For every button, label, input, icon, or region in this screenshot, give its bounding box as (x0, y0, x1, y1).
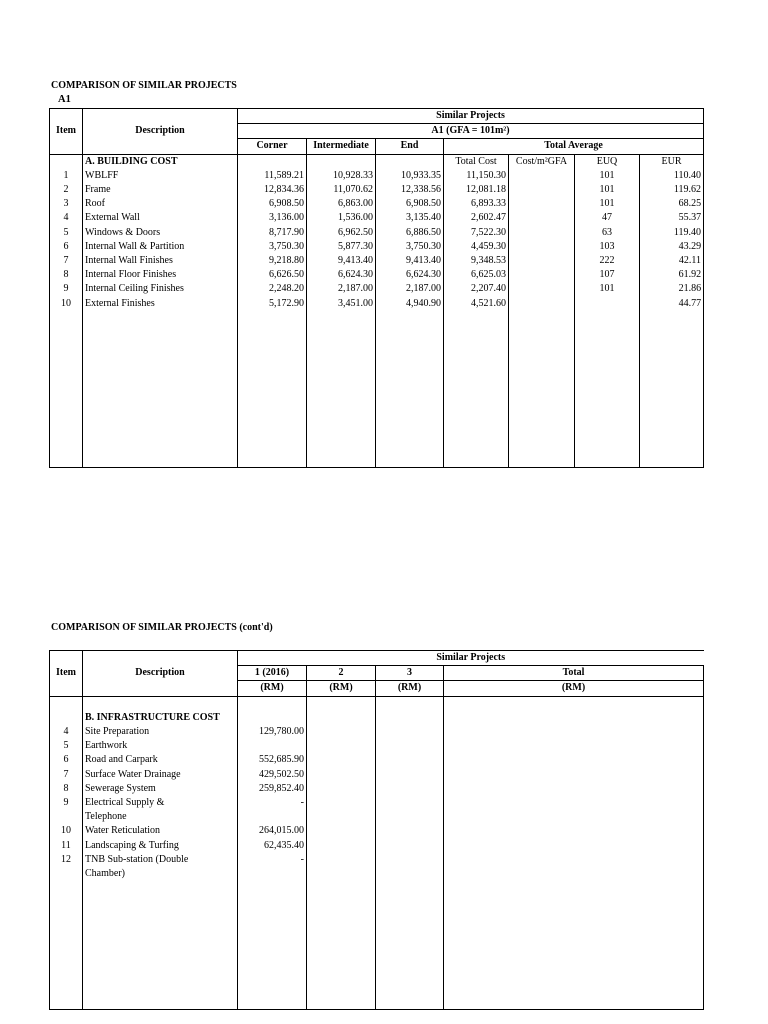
header-description-b: Description (83, 666, 238, 681)
table-row (50, 211, 704, 225)
row-description: External Wall (83, 211, 238, 225)
row-eur: 119.40 (640, 226, 704, 240)
row-project-2 (307, 838, 376, 852)
row-end: 3,750.30 (376, 240, 444, 254)
row-project-3 (376, 782, 444, 796)
row-project-1: 259,852.40 (238, 782, 307, 796)
row-cost-per-gfa (509, 183, 575, 197)
table-row (50, 296, 704, 310)
unit-col3: (RM) (376, 681, 444, 696)
table-row (50, 867, 704, 881)
row-cost-per-gfa (509, 197, 575, 211)
row-total (444, 853, 704, 867)
row-description: Water Reticulation (83, 824, 238, 838)
table-row (50, 197, 704, 211)
row-description: TNB Sub-station (Double (83, 853, 238, 867)
row-end: 9,413.40 (376, 254, 444, 268)
table-row (50, 824, 704, 838)
row-end: 6,908.50 (376, 197, 444, 211)
row-end: 12,338.56 (376, 183, 444, 197)
row-description: Frame (83, 183, 238, 197)
row-corner: 2,248.20 (238, 282, 307, 296)
row-intermediate: 3,451.00 (307, 296, 376, 310)
section-item-cell (50, 154, 83, 169)
row-intermediate: 6,624.30 (307, 268, 376, 282)
table-row (50, 739, 704, 753)
row-corner: 6,908.50 (238, 197, 307, 211)
row-corner: 6,626.50 (238, 268, 307, 282)
row-total-cost: 12,081.18 (444, 183, 509, 197)
row-total (444, 796, 704, 810)
unit-col2: (RM) (307, 681, 376, 696)
row-description: Electrical Supply & (83, 796, 238, 810)
row-total-cost: 9,348.53 (444, 254, 509, 268)
row-intermediate: 2,187.00 (307, 282, 376, 296)
row-total (444, 824, 704, 838)
row-item: 1 (50, 169, 83, 183)
table-row (50, 725, 704, 739)
table-row (50, 240, 704, 254)
row-project-3 (376, 796, 444, 810)
row-project-3 (376, 824, 444, 838)
row-description: Internal Wall & Partition (83, 240, 238, 254)
row-corner: 8,717.90 (238, 226, 307, 240)
header-total-cost: Total Cost (444, 154, 509, 169)
row-item: 6 (50, 753, 83, 767)
row-total-cost: 6,893.33 (444, 197, 509, 211)
unit-total: (RM) (444, 681, 704, 696)
table-row (50, 753, 704, 767)
row-description: Telephone (83, 810, 238, 824)
row-description: External Finishes (83, 296, 238, 310)
row-project-3 (376, 838, 444, 852)
row-euq: 103 (575, 240, 640, 254)
row-project-1 (238, 867, 307, 881)
table-row (50, 782, 704, 796)
row-total-cost: 4,521.60 (444, 296, 509, 310)
row-euq: 101 (575, 282, 640, 296)
row-end: 6,886.50 (376, 226, 444, 240)
row-project-3 (376, 725, 444, 739)
row-total (444, 725, 704, 739)
table-row (50, 226, 704, 240)
row-euq: 222 (575, 254, 640, 268)
row-project-2 (307, 753, 376, 767)
row-item (50, 867, 83, 881)
row-project-2 (307, 796, 376, 810)
row-euq: 101 (575, 197, 640, 211)
row-project-1 (238, 739, 307, 753)
row-cost-per-gfa (509, 211, 575, 225)
row-total (444, 768, 704, 782)
header-intermediate: Intermediate (307, 139, 376, 154)
row-project-3 (376, 867, 444, 881)
row-item: 5 (50, 739, 83, 753)
row-project-1: 552,685.90 (238, 753, 307, 767)
table-row (50, 853, 704, 867)
row-cost-per-gfa (509, 169, 575, 183)
row-item: 9 (50, 282, 83, 296)
table-row (50, 796, 704, 810)
row-cost-per-gfa (509, 268, 575, 282)
row-description: Internal Ceiling Finishes (83, 282, 238, 296)
row-description: WBLFF (83, 169, 238, 183)
page-title: COMPARISON OF SIMILAR PROJECTS (51, 80, 237, 91)
row-item: 9 (50, 796, 83, 810)
table-row (50, 183, 704, 197)
row-total-cost: 4,459.30 (444, 240, 509, 254)
row-total (444, 838, 704, 852)
row-corner: 5,172.90 (238, 296, 307, 310)
header-item: Item (50, 109, 83, 155)
row-item: 3 (50, 197, 83, 211)
header-cost-per-gfa: Cost/m²GFA (509, 154, 575, 169)
row-project-1: - (238, 796, 307, 810)
table-row (50, 268, 704, 282)
row-description: Landscaping & Turfing (83, 838, 238, 852)
row-item: 12 (50, 853, 83, 867)
infrastructure-cost-table (49, 650, 704, 1010)
row-item: 8 (50, 782, 83, 796)
row-total (444, 782, 704, 796)
row-project-2 (307, 725, 376, 739)
row-description: Site Preparation (83, 725, 238, 739)
row-project-3 (376, 739, 444, 753)
row-corner: 12,834.36 (238, 183, 307, 197)
row-euq: 101 (575, 169, 640, 183)
row-intermediate: 1,536.00 (307, 211, 376, 225)
row-euq: 101 (575, 183, 640, 197)
row-description: Internal Floor Finishes (83, 268, 238, 282)
row-euq: 47 (575, 211, 640, 225)
row-corner: 3,136.00 (238, 211, 307, 225)
row-item: 8 (50, 268, 83, 282)
row-project-3 (376, 853, 444, 867)
row-total (444, 810, 704, 824)
header-corner: Corner (238, 139, 307, 154)
row-item: 2 (50, 183, 83, 197)
table-row (50, 282, 704, 296)
row-end: 6,624.30 (376, 268, 444, 282)
row-item: 10 (50, 824, 83, 838)
table-row (50, 254, 704, 268)
row-project-1: - (238, 853, 307, 867)
row-item: 4 (50, 725, 83, 739)
row-project-2 (307, 853, 376, 867)
row-project-1: 429,502.50 (238, 768, 307, 782)
row-project-2 (307, 824, 376, 838)
row-item: 4 (50, 211, 83, 225)
row-total (444, 753, 704, 767)
table-row (50, 169, 704, 183)
row-project-2 (307, 810, 376, 824)
row-project-1: 62,435.40 (238, 838, 307, 852)
header-project-label: A1 (GFA = 101m²) (238, 124, 704, 139)
row-eur: 44.77 (640, 296, 704, 310)
row-description: Sewerage System (83, 782, 238, 796)
row-euq: 107 (575, 268, 640, 282)
row-project-3 (376, 753, 444, 767)
header-end: End (376, 139, 444, 154)
row-project-2 (307, 867, 376, 881)
header-description: Description (83, 109, 238, 155)
row-project-1 (238, 810, 307, 824)
header-total-b: Total (444, 666, 704, 681)
row-eur: 61.92 (640, 268, 704, 282)
header-col2: 2 (307, 666, 376, 681)
row-total-cost: 11,150.30 (444, 169, 509, 183)
row-description: Windows & Doors (83, 226, 238, 240)
row-item: 7 (50, 768, 83, 782)
row-intermediate: 5,877.30 (307, 240, 376, 254)
row-description: Road and Carpark (83, 753, 238, 767)
row-end: 3,135.40 (376, 211, 444, 225)
row-eur: 42.11 (640, 254, 704, 268)
row-project-1: 129,780.00 (238, 725, 307, 739)
row-eur: 110.40 (640, 169, 704, 183)
header-eur: EUR (640, 154, 704, 169)
row-item: 11 (50, 838, 83, 852)
row-eur: 119.62 (640, 183, 704, 197)
row-total (444, 867, 704, 881)
section-label-b: B. INFRASTRUCTURE COST (83, 711, 238, 725)
row-project-3 (376, 768, 444, 782)
header-col3: 3 (376, 666, 444, 681)
row-project-2 (307, 739, 376, 753)
row-total-cost: 2,602.47 (444, 211, 509, 225)
row-total-cost: 7,522.30 (444, 226, 509, 240)
row-corner: 3,750.30 (238, 240, 307, 254)
row-description: Chamber) (83, 867, 238, 881)
row-intermediate: 11,070.62 (307, 183, 376, 197)
table-row (50, 768, 704, 782)
row-cost-per-gfa (509, 282, 575, 296)
header-item-b: Item (50, 666, 83, 681)
row-intermediate: 9,413.40 (307, 254, 376, 268)
row-intermediate: 10,928.33 (307, 169, 376, 183)
header-similar-projects: Similar Projects (238, 109, 704, 124)
row-intermediate: 6,962.50 (307, 226, 376, 240)
row-euq (575, 296, 640, 310)
unit-col1: (RM) (238, 681, 307, 696)
row-total-cost: 6,625.03 (444, 268, 509, 282)
row-project-2 (307, 768, 376, 782)
header-col1: 1 (2016) (238, 666, 307, 681)
header-euq: EUQ (575, 154, 640, 169)
row-corner: 11,589.21 (238, 169, 307, 183)
row-cost-per-gfa (509, 226, 575, 240)
row-total-cost: 2,207.40 (444, 282, 509, 296)
row-euq: 63 (575, 226, 640, 240)
row-item: 7 (50, 254, 83, 268)
row-total (444, 739, 704, 753)
row-cost-per-gfa (509, 296, 575, 310)
table-row (50, 810, 704, 824)
row-eur: 68.25 (640, 197, 704, 211)
row-project-3 (376, 810, 444, 824)
project-code: A1 (58, 94, 71, 105)
row-item (50, 810, 83, 824)
row-project-1: 264,015.00 (238, 824, 307, 838)
row-description: Surface Water Drainage (83, 768, 238, 782)
header-total-average: Total Average (444, 139, 704, 154)
row-end: 2,187.00 (376, 282, 444, 296)
row-description: Internal Wall Finishes (83, 254, 238, 268)
row-eur: 55.37 (640, 211, 704, 225)
row-eur: 21.86 (640, 282, 704, 296)
row-end: 4,940.90 (376, 296, 444, 310)
row-project-2 (307, 782, 376, 796)
row-corner: 9,218.80 (238, 254, 307, 268)
header-similar-projects-b: Similar Projects (238, 651, 704, 666)
row-item: 10 (50, 296, 83, 310)
row-description: Earthwork (83, 739, 238, 753)
row-intermediate: 6,863.00 (307, 197, 376, 211)
row-item: 5 (50, 226, 83, 240)
table-row (50, 838, 704, 852)
page-title-contd: COMPARISON OF SIMILAR PROJECTS (cont'd) (51, 622, 273, 633)
row-description: Roof (83, 197, 238, 211)
building-cost-table (49, 108, 704, 468)
row-item: 6 (50, 240, 83, 254)
row-end: 10,933.35 (376, 169, 444, 183)
row-eur: 43.29 (640, 240, 704, 254)
row-cost-per-gfa (509, 240, 575, 254)
row-cost-per-gfa (509, 254, 575, 268)
section-label: A. BUILDING COST (83, 154, 238, 169)
